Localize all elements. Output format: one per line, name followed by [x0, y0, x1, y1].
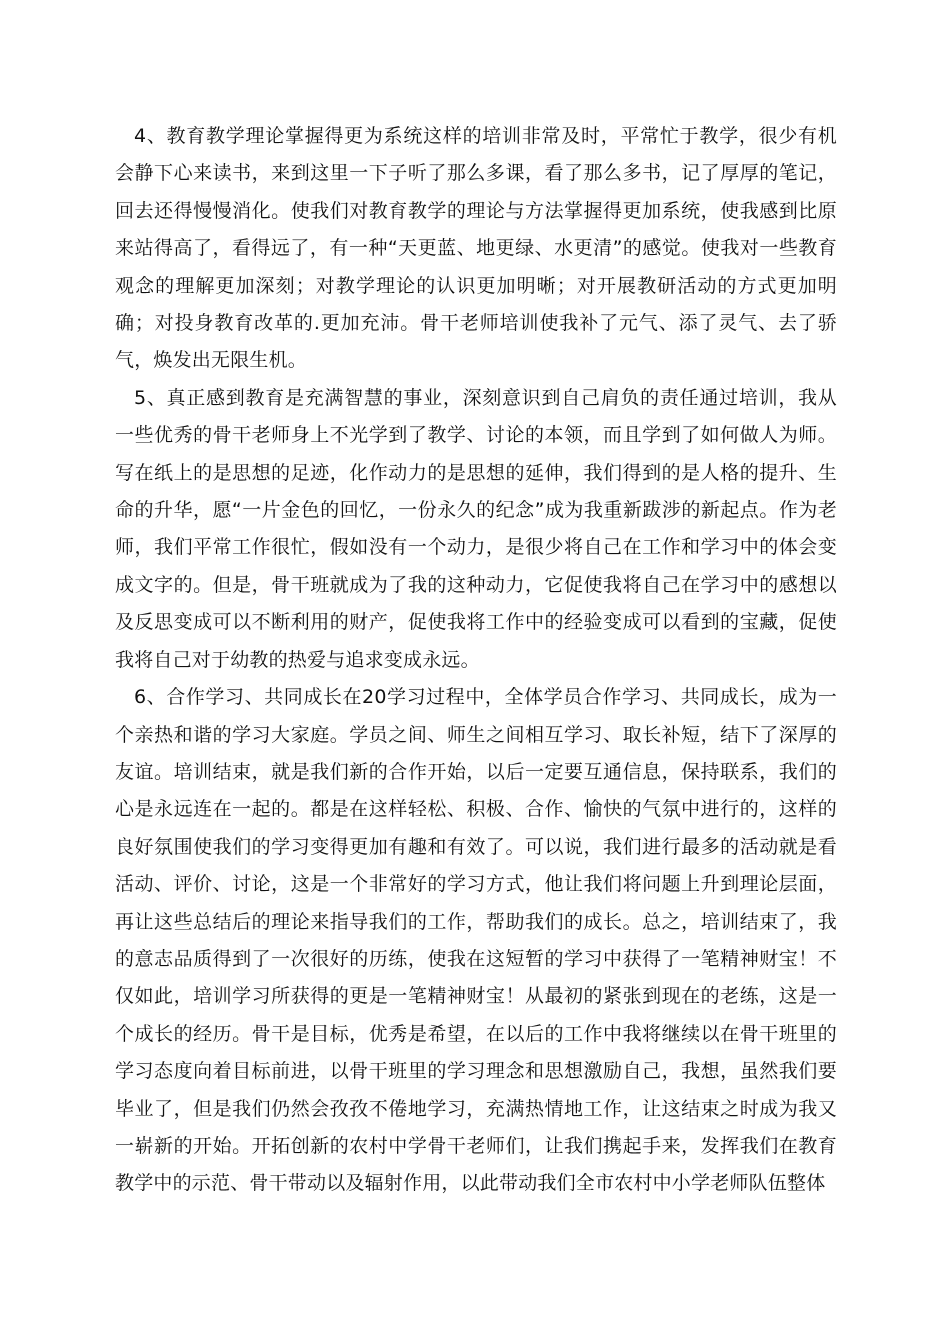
- paragraph-item-5: 5、真正感到教育是充满智慧的事业，深刻意识到自己肩负的责任通过培训，我从一些优秀的骨干老师身上不光学到了教学、讨论的本领，而且学到了如何做人为师。写在纸上的是思想的足迹，化作动力的是思想的延伸，我们得到的是人格的提升、生命的升华，愿“一片金色的回忆，一份永久的纪念”成为我重新跋涉的新起点。作为老师，我们平常工作很忙，假如没有一个动力，是很少将自己在工作和学习中的体会变成文字的。但是，骨干班就成为了我的这种动力，它促使我将自己在学习中的感想以及反思变成可以不断利用的财产，促使我将工作中的经验变成可以看到的宝藏，促使我将自己对于幼教的热爱与追求变成永远。: [115, 386, 837, 671]
- document-page: [115, 118, 837, 1203]
- paragraph-item-4: 4、教育教学理论掌握得更为系统这样的培训非常及时，平常忙于教学，很少有机会静下心来读书，来到这里一下子听了那么多课，看了那么多书，记了厚厚的笔记，回去还得慢慢消化。使我们对教育教学的理论与方法掌握得更加系统，使我感到比原来站得高了，看得远了，有一种“天更蓝、地更绿、水更清”的感觉。使我对一些教育观念的理解更加深刻；对教学理论的认识更加明晰；对开展教研活动的方式更加明确；对投身教育改革的.更加充沛。骨干老师培训使我补了元气、添了灵气、去了骄气，焕发出无限生机。: [115, 125, 837, 372]
- paragraph-item-6: 6、合作学习、共同成长在20学习过程中，全体学员合作学习、共同成长，成为一个亲热和谐的学习大家庭。学员之间、师生之间相互学习、取长补短，结下了深厚的友谊。培训结束，就是我们新的合作开始，以后一定要互通信息，保持联系，我们的心是永远连在一起的。都是在这样轻松、积极、合作、愉快的气氛中进行的，这样的良好氛围使我们的学习变得更加有趣和有效了。可以说，我们进行最多的活动就是看活动、评价、讨论，这是一个非常好的学习方式，他让我们将问题上升到理论层面，再让这些总结后的理论来指导我们的工作，帮助我们的成长。总之，培训结束了，我的意志品质得到了一次很好的历练，使我在这短暂的学习中获得了一笔精神财宝！不仅如此，培训学习所获得的更是一笔精神财宝！从最初的紧张到现在的老练，这是一个成长的经历。骨干是目标，优秀是希望，在以后的工作中我将继续以在骨干班里的学习态度向着目标前进，以骨干班里的学习理念和思想激励自己，我想，虽然我们要毕业了，但是我们仍然会孜孜不倦地学习，充满热情地工作，让这结束之时成为我又一崭新的开始。开拓创新的农村中学骨干老师们，让我们携起手来，发挥我们在教育教学中的示范、骨干带动以及辐射作用，以此带动我们全市农村中小学老师队伍整体: [115, 686, 837, 1195]
